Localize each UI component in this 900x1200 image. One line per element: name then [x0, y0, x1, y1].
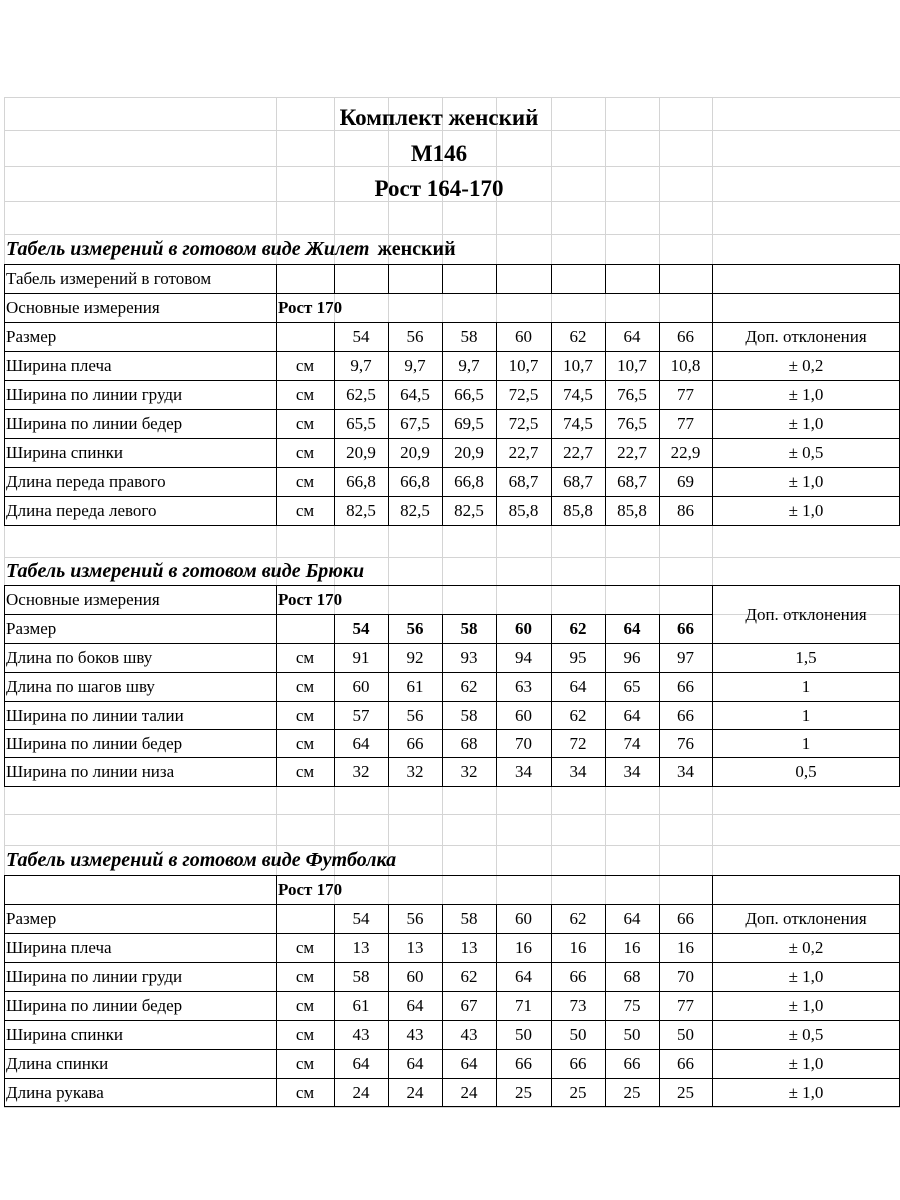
trousers-measure-name: Длина по шагов шву [6, 677, 155, 696]
tshirt-value-cell: 64 [406, 1054, 424, 1073]
vest-value-cell: 65,5 [346, 414, 376, 433]
tshirt-unit: см [295, 938, 315, 957]
grid-row-line [4, 1107, 900, 1108]
tshirt-value-cell: 50 [515, 1025, 532, 1044]
vest-value-cell: 74,5 [563, 385, 593, 404]
vest-value-cell: 72,5 [508, 414, 539, 433]
tshirt-value-cell: 64 [352, 1054, 370, 1073]
trousers-value-cell: 66 [677, 677, 694, 696]
trousers-unit: см [295, 705, 315, 725]
vest-value-cell: 20,9 [400, 443, 430, 462]
trousers-size-label: Размер [6, 619, 57, 638]
vest-tolerance: ± 1,0 [788, 414, 824, 433]
tshirt-value-cell: 64 [406, 996, 424, 1015]
trousers-height-label: Рост 170 [278, 590, 343, 609]
vest-unit: см [295, 472, 315, 491]
tshirt-value-cell: 24 [460, 1083, 478, 1102]
tshirt-row-border [4, 875, 900, 876]
trousers-unit: см [295, 762, 315, 781]
trousers-value-cell: 72 [569, 733, 587, 753]
vest-col-border [496, 264, 497, 293]
vest-size-header: 54 [352, 327, 370, 346]
tshirt-unit: см [295, 1025, 315, 1044]
trousers-value-cell: 60 [352, 677, 370, 696]
grid-row-line [4, 166, 900, 167]
tshirt-value-cell: 61 [352, 996, 370, 1015]
trousers-value-cell: 70 [515, 733, 532, 753]
tshirt-value-cell: 70 [677, 967, 694, 986]
trousers-value-cell: 64 [352, 733, 370, 753]
tshirt-size-header: 56 [406, 909, 424, 928]
tshirt-value-cell: 13 [352, 938, 370, 957]
trousers-value-cell: 97 [677, 648, 694, 667]
grid-row-line [4, 814, 900, 815]
vest-measure-name: Ширина плеча [6, 356, 112, 375]
tshirt-size-header: 58 [460, 909, 478, 928]
vest-height-label: Рост 170 [278, 298, 343, 317]
tshirt-tolerance: ± 1,0 [788, 1054, 824, 1073]
trousers-unit: см [295, 733, 315, 753]
tshirt-tolerance: ± 0,2 [788, 938, 824, 957]
tshirt-value-cell: 66 [623, 1054, 641, 1073]
vest-value-cell: 85,8 [508, 501, 539, 520]
tshirt-size-header: 66 [677, 909, 694, 928]
trousers-value-cell: 34 [677, 762, 694, 781]
vest-value-cell: 22,7 [617, 443, 647, 462]
trousers-measure-name: Ширина по линии бедер [6, 733, 183, 753]
tshirt-value-cell: 50 [677, 1025, 694, 1044]
vest-value-cell: 69 [677, 472, 694, 491]
tshirt-value-cell: 13 [460, 938, 478, 957]
vest-value-cell: 74,5 [563, 414, 593, 433]
trousers-row-border [4, 786, 900, 787]
vest-tolerance: ± 0,2 [788, 356, 824, 375]
model-code: М146 [410, 141, 468, 166]
trousers-value-cell: 66 [677, 705, 694, 725]
tshirt-value-cell: 16 [623, 938, 641, 957]
tshirt-value-cell: 67 [460, 996, 478, 1015]
tshirt-unit: см [295, 967, 315, 986]
tshirt-value-cell: 13 [406, 938, 424, 957]
trousers-value-cell: 58 [460, 705, 478, 725]
vest-value-cell: 9,7 [458, 356, 480, 375]
vest-size-header: 56 [406, 327, 424, 346]
vest-value-cell: 76,5 [617, 385, 647, 404]
vest-tolerance: ± 1,0 [788, 385, 824, 404]
vest-value-cell: 67,5 [400, 414, 430, 433]
trousers-size-header: 56 [406, 619, 424, 638]
trousers-value-cell: 76 [677, 733, 694, 753]
tshirt-value-cell: 62 [460, 967, 478, 986]
vest-value-cell: 72,5 [508, 385, 539, 404]
tshirt-measure-name: Длина спинки [6, 1054, 109, 1073]
vest-title-italic: Табель измерений в готовом виде Жилет [6, 237, 370, 260]
vest-measure-name: Длина переда левого [6, 501, 157, 520]
vest-col-border [605, 264, 606, 293]
vest-tolerance-header: Доп. отклонения [745, 327, 867, 346]
tshirt-value-cell: 50 [569, 1025, 587, 1044]
tshirt-unit: см [295, 996, 315, 1015]
vest-unit: см [295, 414, 315, 433]
vest-unit: см [295, 356, 315, 375]
tshirt-value-cell: 16 [677, 938, 694, 957]
trousers-value-cell: 64 [623, 705, 641, 725]
tshirt-measure-name: Длина рукава [6, 1083, 104, 1102]
trousers-value-cell: 74 [623, 733, 641, 753]
vest-value-cell: 10,7 [508, 356, 539, 375]
vest-value-cell: 22,7 [508, 443, 539, 462]
trousers-unit: см [295, 677, 315, 696]
vest-size-header: 62 [569, 327, 587, 346]
tshirt-value-cell: 71 [515, 996, 532, 1015]
tshirt-height-label: Рост 170 [278, 880, 343, 899]
vest-title-normal: женский [377, 237, 456, 260]
trousers-value-cell: 92 [406, 648, 424, 667]
tshirt-measure-name: Ширина по линии бедер [6, 996, 183, 1015]
trousers-section-title [4, 557, 364, 585]
trousers-measure-name: Длина по боков шву [6, 648, 153, 667]
vest-tolerance: ± 1,0 [788, 501, 824, 520]
tshirt-unit: см [295, 1083, 315, 1102]
vest-value-cell: 66,8 [454, 472, 484, 491]
tshirt-measure-name: Ширина плеча [6, 938, 112, 957]
tshirt-value-cell: 43 [352, 1025, 370, 1044]
tshirt-tolerance: ± 1,0 [788, 1083, 824, 1102]
vest-value-cell: 62,5 [346, 385, 376, 404]
tshirt-section-title [4, 845, 396, 875]
vest-main-label: Основные измерения [6, 298, 160, 317]
tshirt-measure-name: Ширина по линии груди [6, 967, 183, 986]
tshirt-size-header: 54 [352, 909, 370, 928]
vest-value-cell: 82,5 [346, 501, 376, 520]
trousers-value-cell: 34 [515, 762, 532, 781]
vest-value-cell: 66,8 [346, 472, 376, 491]
vest-value-cell: 77 [677, 414, 694, 433]
vest-section-title [4, 234, 456, 264]
tshirt-size-header: 64 [623, 909, 641, 928]
tshirt-value-cell: 77 [677, 996, 694, 1015]
tshirt-title-italic: Табель измерений в готовом виде Футболка [6, 848, 397, 871]
trousers-measure-name: Ширина по линии низа [6, 762, 175, 781]
trousers-value-cell: 32 [352, 762, 370, 781]
vest-unit: см [295, 385, 315, 404]
vest-col-border [551, 264, 552, 293]
vest-col-border [388, 264, 389, 293]
document-title: Комплект женский [339, 105, 539, 130]
vest-measure-name: Длина переда правого [6, 472, 166, 491]
vest-value-cell: 9,7 [404, 356, 426, 375]
vest-measure-name: Ширина по линии бедер [6, 414, 183, 433]
trousers-value-cell: 60 [515, 705, 532, 725]
trousers-tolerance: 0,5 [795, 762, 817, 781]
vest-value-cell: 68,7 [508, 472, 539, 491]
tshirt-value-cell: 25 [515, 1083, 532, 1102]
trousers-value-cell: 34 [569, 762, 587, 781]
tshirt-value-cell: 66 [569, 1054, 587, 1073]
tshirt-value-cell: 25 [569, 1083, 587, 1102]
tshirt-value-cell: 68 [623, 967, 641, 986]
trousers-main-label: Основные измерения [6, 590, 160, 609]
vest-measure-name: Ширина по линии груди [6, 385, 183, 404]
grid-row-line [4, 130, 900, 131]
vest-value-cell: 10,8 [670, 356, 701, 375]
vest-size-header: 58 [460, 327, 478, 346]
trousers-size-header: 54 [352, 619, 370, 638]
tshirt-value-cell: 50 [623, 1025, 641, 1044]
vest-value-cell: 66,8 [400, 472, 430, 491]
vest-tolerance: ± 0,5 [788, 443, 824, 462]
trousers-value-cell: 95 [569, 648, 587, 667]
trousers-size-header: 60 [515, 619, 532, 638]
vest-note-row: Табель измерений в готовом [6, 269, 212, 288]
trousers-size-header: 62 [569, 619, 587, 638]
vest-size-header: 60 [515, 327, 532, 346]
trousers-size-header: 58 [460, 619, 478, 638]
trousers-value-cell: 56 [406, 705, 424, 725]
trousers-size-header: 64 [623, 619, 641, 638]
tshirt-value-cell: 24 [406, 1083, 424, 1102]
trousers-value-cell: 32 [406, 762, 424, 781]
vest-value-cell: 22,9 [670, 443, 701, 462]
vest-value-cell: 10,7 [563, 356, 593, 375]
trousers-value-cell: 94 [515, 648, 532, 667]
vest-value-cell: 20,9 [454, 443, 484, 462]
vest-value-cell: 9,7 [350, 356, 372, 375]
tshirt-value-cell: 16 [569, 938, 587, 957]
grid-row-line [4, 97, 900, 98]
trousers-measure-name: Ширина по линии талии [6, 705, 184, 725]
tshirt-value-cell: 66 [677, 1054, 694, 1073]
vest-value-cell: 20,9 [346, 443, 376, 462]
vest-value-cell: 77 [677, 385, 694, 404]
vest-size-header: 64 [623, 327, 641, 346]
trousers-value-cell: 96 [623, 648, 641, 667]
tshirt-value-cell: 64 [460, 1054, 478, 1073]
trousers-value-cell: 68 [460, 733, 478, 753]
trousers-size-header: 66 [677, 619, 694, 638]
tshirt-value-cell: 66 [569, 967, 587, 986]
tshirt-value-cell: 43 [460, 1025, 478, 1044]
vest-value-cell: 85,8 [563, 501, 593, 520]
vest-value-cell: 76,5 [617, 414, 647, 433]
trousers-value-cell: 34 [623, 762, 641, 781]
tshirt-size-header: 62 [569, 909, 587, 928]
vest-size-header: 66 [677, 327, 694, 346]
vest-value-cell: 82,5 [454, 501, 484, 520]
tshirt-value-cell: 60 [406, 967, 424, 986]
vest-col-border [442, 264, 443, 293]
tshirt-value-cell: 24 [352, 1083, 370, 1102]
vest-value-cell: 64,5 [400, 385, 430, 404]
trousers-value-cell: 93 [460, 648, 478, 667]
trousers-value-cell: 32 [460, 762, 478, 781]
tshirt-tolerance-header: Доп. отклонения [745, 909, 867, 928]
vest-value-cell: 69,5 [454, 414, 484, 433]
vest-tolerance: ± 1,0 [788, 472, 824, 491]
tshirt-value-cell: 25 [623, 1083, 641, 1102]
vest-value-cell: 86 [677, 501, 694, 520]
trousers-tolerance: 1 [801, 705, 811, 725]
vest-value-cell: 10,7 [617, 356, 647, 375]
vest-unit: см [295, 443, 315, 462]
vest-value-cell: 68,7 [563, 472, 593, 491]
vest-size-label: Размер [6, 327, 57, 346]
tshirt-unit: см [295, 1054, 315, 1073]
tshirt-value-cell: 66 [515, 1054, 532, 1073]
tshirt-value-cell: 16 [515, 938, 532, 957]
tshirt-tolerance: ± 0,5 [788, 1025, 824, 1044]
trousers-value-cell: 65 [623, 677, 641, 696]
trousers-value-cell: 62 [460, 677, 478, 696]
tshirt-tolerance: ± 1,0 [788, 967, 824, 986]
vest-value-cell: 68,7 [617, 472, 647, 491]
trousers-value-cell: 91 [352, 648, 370, 667]
tshirt-size-header: 60 [515, 909, 532, 928]
tshirt-value-cell: 64 [515, 967, 532, 986]
vest-measure-name: Ширина спинки [6, 443, 123, 462]
trousers-tolerance: 1,5 [795, 648, 817, 667]
vest-col-border [334, 264, 335, 293]
tshirt-value-cell: 73 [569, 996, 587, 1015]
tshirt-value-cell: 75 [623, 996, 641, 1015]
trousers-value-cell: 62 [569, 705, 587, 725]
trousers-title-italic: Табель измерений в готовом виде Брюки [6, 559, 365, 582]
trousers-tolerance: 1 [801, 677, 811, 696]
vest-value-cell: 66,5 [454, 385, 484, 404]
tshirt-measure-name: Ширина спинки [6, 1025, 123, 1044]
trousers-value-cell: 57 [352, 705, 370, 725]
trousers-value-cell: 66 [406, 733, 424, 753]
grid-row-line [4, 201, 900, 202]
spreadsheet [4, 97, 900, 1107]
vest-row-border [4, 525, 900, 526]
trousers-unit: см [295, 648, 315, 667]
trousers-tolerance: 1 [801, 733, 811, 753]
tshirt-value-cell: 58 [352, 967, 370, 986]
tshirt-value-cell: 43 [406, 1025, 424, 1044]
vest-col-border [659, 264, 660, 293]
trousers-value-cell: 64 [569, 677, 587, 696]
height-range: Рост 164-170 [374, 176, 504, 201]
tshirt-tolerance: ± 1,0 [788, 996, 824, 1015]
trousers-value-cell: 63 [515, 677, 532, 696]
tshirt-size-label: Размер [6, 909, 57, 928]
vest-value-cell: 22,7 [563, 443, 593, 462]
tshirt-value-cell: 25 [677, 1083, 694, 1102]
vest-unit: см [295, 501, 315, 520]
trousers-tolerance-header: Доп. отклонения [745, 604, 867, 624]
vest-value-cell: 82,5 [400, 501, 430, 520]
trousers-value-cell: 61 [406, 677, 424, 696]
vest-value-cell: 85,8 [617, 501, 647, 520]
